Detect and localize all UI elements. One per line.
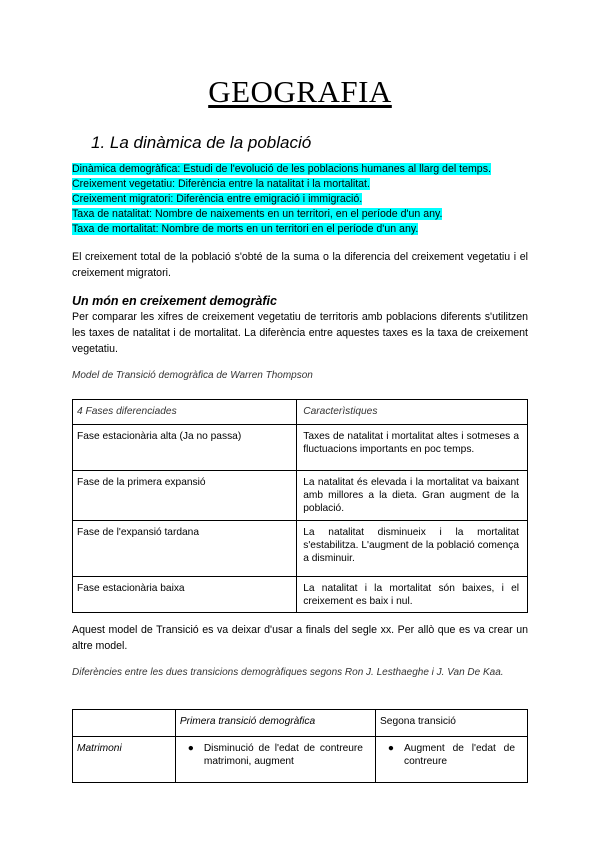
section-heading: 1. La dinàmica de la població [91,133,312,152]
table-row [73,471,528,521]
first-transition-cell [175,737,375,783]
paragraph-compare: Per comparar les xifres de creixement vegetatiu de territoris amb poblacions diferents s'utilitzen les taxes de natalitat i de mortalitat. La diferència entre aquestes taxes es la taxa de creixement vegetatiu. [72,311,528,355]
characteristics-cell: La natalitat i la mortalitat són baixes, i el creixement es baix i nul. [297,577,528,613]
definitions-list [72,162,491,237]
paragraph-total-growth: El creixement total de la població s'obté de la suma o la diferencia del creixement vegetatiu i el creixement migratori. [72,251,528,279]
table-header-cell: Caracterìstiques [297,400,528,425]
phase-cell: Fase de l'expansió tardana [73,521,297,577]
phase-cell: Fase estacionària baixa [73,577,297,613]
table-row [73,737,528,783]
definition-item: Creixement migratori: Diferència entre emigració i immigració. [72,193,363,205]
bullet-icon: ● [387,743,395,754]
table-header-cell: Primera transició demogràfica [175,710,375,737]
characteristics-cell: Taxes de natalitat i mortalitat altes i sotmeses a fluctuacions importants en poc temps. [297,425,528,471]
phase-cell: Fase de la primera expansió [73,471,297,521]
definition-item: Dinàmica demogràfica: Estudi de l'evolució de les poblacions humanes al llarg del temps. [72,163,491,175]
table-header-cell [73,710,176,737]
table-header-row [73,400,528,425]
definition-item: Creixement vegetatiu: Diferència entre la natalitat i la mortalitat. [72,178,370,190]
transitions-table [72,709,528,783]
table-header-cell: Segona transició [375,710,527,737]
table-row [73,577,528,613]
second-transition-cell [375,737,527,783]
definition-item: Taxa de mortalitat: Nombre de morts en un territori en el període d'un any. [72,223,419,235]
table-row [73,521,528,577]
characteristics-cell: La natalitat és elevada i la mortalitat va baixant amb millores a la dieta. Gran augment de la població. [297,471,528,521]
table-header-row [73,710,528,737]
definition-item: Taxa de natalitat: Nombre de naixements en un territori, en el període d'un any. [72,208,443,220]
phases-table [72,399,528,613]
page-title: GEOGRAFIA [208,74,392,109]
list-item: ● Disminució de l'edat de contreure matrimoni, augment [180,742,371,768]
subheading: Un món en creixement demogràfic [72,294,277,308]
table-header-cell: 4 Fases diferenciades [73,400,297,425]
row-label-cell: Matrimoni [73,737,176,783]
paragraph-model-end: Aquest model de Transició es va deixar d'usar a finals del segle xx. Per allò que es va crear un altre model. [72,624,528,652]
phase-cell: Fase estacionària alta (Ja no passa) [73,425,297,471]
bullet-icon: ● [187,743,194,754]
caption-differences: Diferències entre les dues transicions demogràfiques segons Ron J. Lesthaeghe i J. Van De Kaa. [72,667,504,678]
table-row [73,425,528,471]
caption-model: Model de Transició demogràfica de Warren Thompson [72,370,313,381]
list-item: ● Augment de l'edat de contreure [380,742,523,768]
characteristics-cell: La natalitat disminueix i la mortalitat s'estabilitza. L'augment de la població comença a disminuir. [297,521,528,577]
